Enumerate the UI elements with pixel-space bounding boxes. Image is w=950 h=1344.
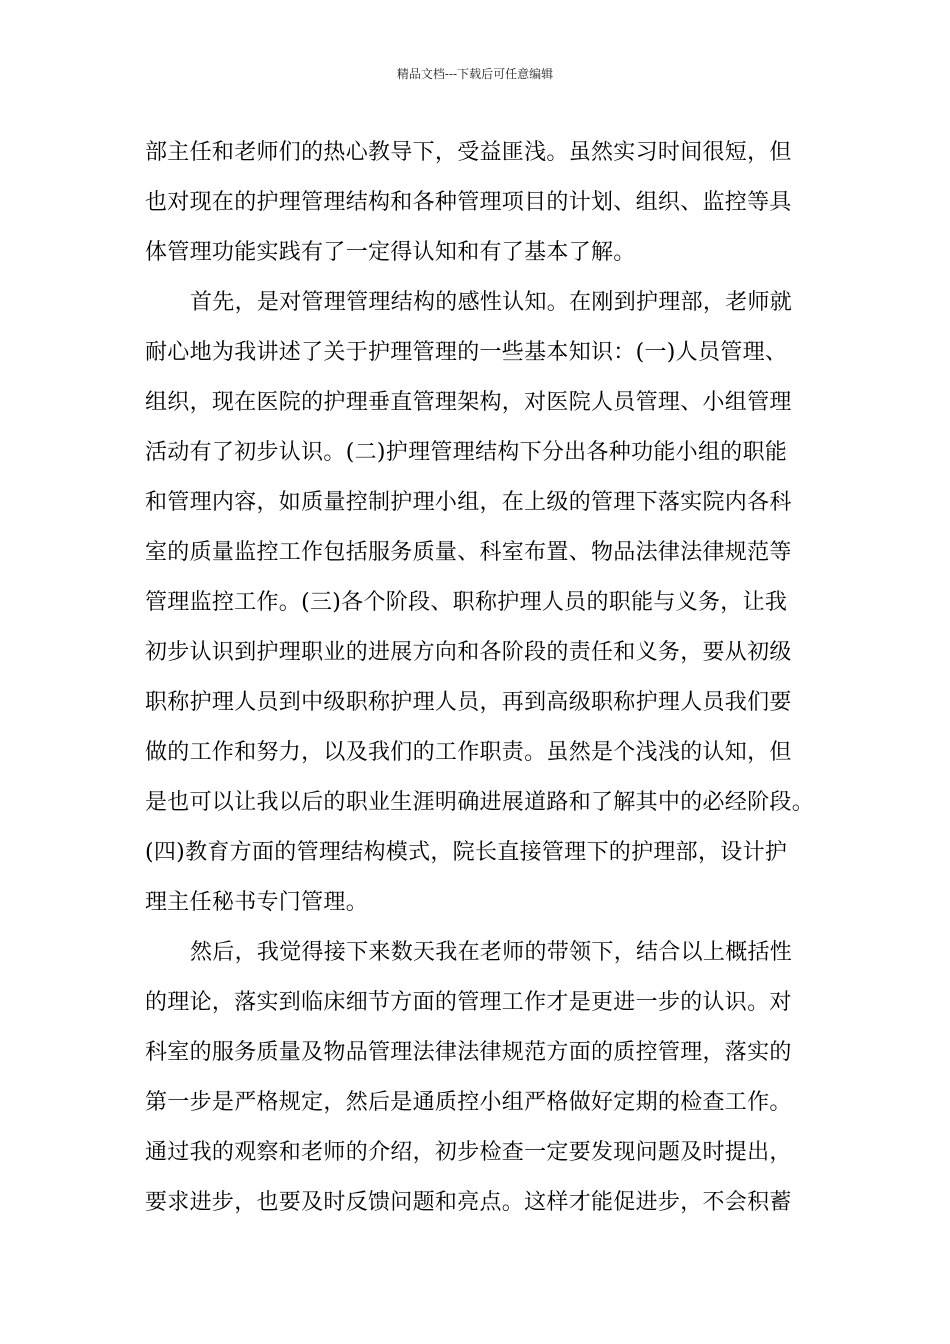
- body-line: 第一步是严格规定，然后是通质控小组严格做好定期的检查工作。: [145, 1090, 792, 1115]
- page-header: 精品文档---下载后可任意编辑: [396, 67, 554, 81]
- body-line: 体管理功能实践有了一定得认知和有了基本了解。: [145, 240, 636, 265]
- body-line: (四)教育方面的管理结构模式，院长直接管理下的护理部，设计护: [145, 840, 788, 865]
- body-line: 理主任秘书专门管理。: [145, 890, 369, 915]
- body-line: 也对现在的护理管理结构和各种管理项目的计划、组织、监控等具: [145, 190, 792, 215]
- body-line: 要求进步，也要及时反馈问题和亮点。这样才能促进步，不会积蓄: [145, 1190, 792, 1215]
- paragraph-start-line: 首先，是对管理管理结构的感性认知。在刚到护理部，老师就: [190, 290, 793, 315]
- body-line: 组织，现在医院的护理垂直管理架构，对医院人员管理、小组管理: [145, 390, 792, 415]
- body-line: 耐心地为我讲述了关于护理管理的一些基本知识：(一)人员管理、: [145, 340, 788, 365]
- body-line: 和管理内容，如质量控制护理小组，在上级的管理下落实院内各科: [145, 490, 792, 515]
- body-line: 做的工作和努力，以及我们的工作职责。虽然是个浅浅的认知，但: [145, 740, 792, 765]
- body-line: 室的质量监控工作包括服务质量、科室布置、物品法律法律规范等: [145, 540, 792, 565]
- document-body: [145, 128, 825, 1228]
- body-line: 活动有了初步认识。(二)护理管理结构下分出各种功能小组的职能: [145, 440, 788, 465]
- body-line: 的理论，落实到临床细节方面的管理工作才是更进一步的认识。对: [145, 990, 792, 1015]
- body-line: 科室的服务质量及物品管理法律法律规范方面的质控管理，落实的: [145, 1040, 792, 1065]
- body-line: 部主任和老师们的热心教导下，受益匪浅。虽然实习时间很短，但: [145, 140, 792, 165]
- body-line: 初步认识到护理职业的进展方向和各阶段的责任和义务，要从初级: [145, 640, 792, 665]
- body-line: 通过我的观察和老师的介绍，初步检查一定要发现问题及时提出，: [145, 1140, 792, 1165]
- body-line: 职称护理人员到中级职称护理人员，再到高级职称护理人员我们要: [145, 690, 792, 715]
- body-line: 是也可以让我以后的职业生涯明确进展道路和了解其中的必经阶段。: [145, 790, 815, 815]
- paragraph-start-line: 然后，我觉得接下来数天我在老师的带领下，结合以上概括性: [190, 940, 793, 965]
- body-line: 管理监控工作。(三)各个阶段、职称护理人员的职能与义务，让我: [145, 590, 788, 615]
